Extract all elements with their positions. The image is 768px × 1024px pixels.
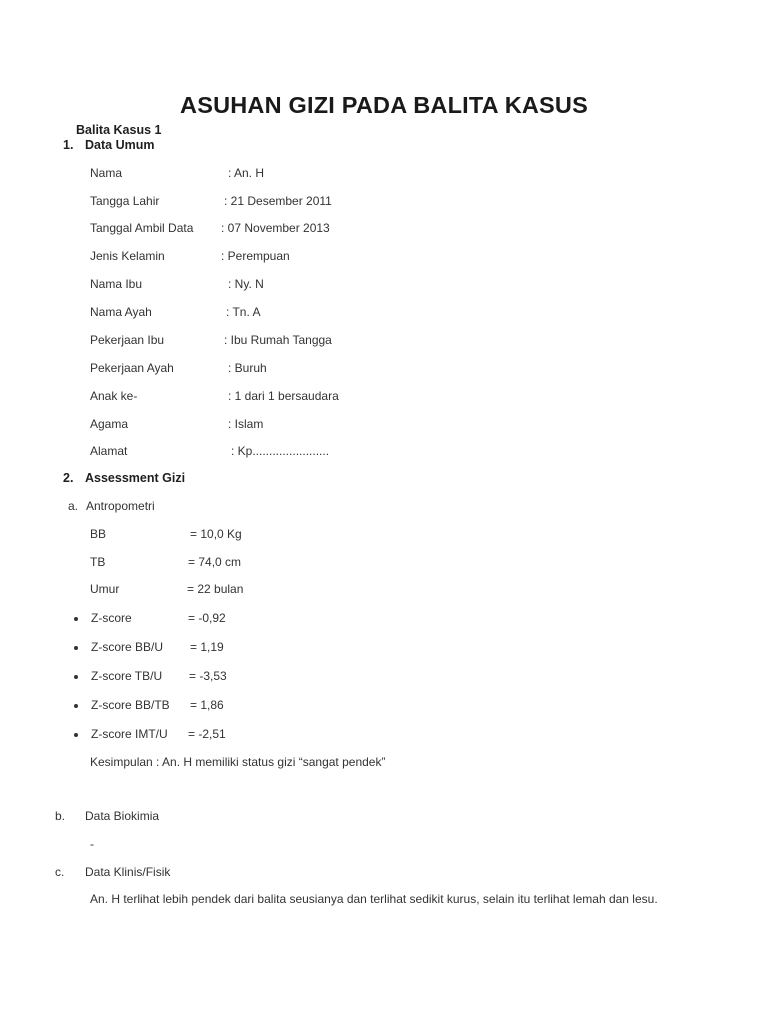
zscore-imtu-value: = -2,51 bbox=[188, 727, 226, 741]
subsection-a-title: Antropometri bbox=[86, 499, 155, 513]
field-label-agama: Agama bbox=[90, 417, 129, 431]
field-value-nama-ayah: : Tn. A bbox=[226, 305, 261, 319]
field-label-nama: Nama bbox=[90, 166, 123, 180]
subsection-b-title: Data Biokimia bbox=[85, 809, 160, 823]
field-value-nama-ibu: : Ny. N bbox=[228, 277, 264, 291]
antro-value-umur: = 22 bulan bbox=[187, 582, 244, 596]
subsection-c-letter: c. bbox=[55, 865, 65, 879]
kesimpulan-text: Kesimpulan : An. H memiliki status gizi “sangat pendek” bbox=[90, 755, 386, 769]
field-value-agama: : Islam bbox=[228, 417, 264, 431]
biokimia-value: - bbox=[90, 837, 94, 851]
page-title: ASUHAN GIZI PADA BALITA KASUS bbox=[180, 92, 588, 118]
field-value-pekerjaan-ayah: : Buruh bbox=[228, 361, 267, 375]
field-label-jenis-kelamin: Jenis Kelamin bbox=[90, 249, 165, 263]
field-value-pekerjaan-ibu: : Ibu Rumah Tangga bbox=[224, 333, 332, 347]
bullet-icon bbox=[74, 617, 78, 621]
zscore-value: = -0,92 bbox=[188, 611, 226, 625]
zscore-tbu-value: = -3,53 bbox=[189, 669, 227, 683]
zscore-imtu-label: Z-score IMT/U bbox=[91, 727, 168, 741]
field-label-nama-ayah: Nama Ayah bbox=[90, 305, 152, 319]
field-label-anak-ke: Anak ke- bbox=[90, 389, 138, 403]
zscore-bbu-label: Z-score BB/U bbox=[91, 640, 164, 654]
subsection-c-title: Data Klinis/Fisik bbox=[85, 865, 171, 879]
antro-label-tb: TB bbox=[90, 555, 106, 569]
zscore-bbu-value: = 1,19 bbox=[190, 640, 224, 654]
field-value-tanggal-ambil-data: : 07 November 2013 bbox=[221, 221, 330, 235]
antro-value-tb: = 74,0 cm bbox=[188, 555, 242, 569]
field-value-alamat: : Kp....................... bbox=[231, 444, 330, 458]
section-1-number: 1. bbox=[63, 138, 74, 152]
section-2-number: 2. bbox=[63, 471, 74, 485]
field-label-pekerjaan-ayah: Pekerjaan Ayah bbox=[90, 361, 174, 375]
antro-label-bb: BB bbox=[90, 527, 107, 541]
zscore-tbu-label: Z-score TB/U bbox=[91, 669, 163, 683]
section-2-title: Assessment Gizi bbox=[85, 471, 186, 485]
bullet-icon bbox=[74, 675, 78, 679]
field-label-alamat: Alamat bbox=[90, 444, 128, 458]
field-value-jenis-kelamin: : Perempuan bbox=[221, 249, 290, 263]
field-label-tanggal-ambil-data: Tanggal Ambil Data bbox=[90, 221, 194, 235]
klinis-paragraph: An. H terlihat lebih pendek dari balita seusianya dan terlihat sedikit kurus, selain itu terlihat lemah dan lesu. bbox=[90, 892, 658, 906]
bullet-icon bbox=[74, 646, 78, 650]
field-value-nama: : An. H bbox=[228, 166, 265, 180]
subsection-a-letter: a. bbox=[68, 499, 79, 513]
zscore-bbtb-value: = 1,86 bbox=[190, 698, 224, 712]
bullet-icon bbox=[74, 704, 78, 708]
field-label-pekerjaan-ibu: Pekerjaan Ibu bbox=[90, 333, 165, 347]
field-value-anak-ke: : 1 dari 1 bersaudara bbox=[228, 389, 339, 403]
section-1-title: Data Umum bbox=[85, 138, 155, 152]
field-label-tanggal-lahir: Tangga Lahir bbox=[90, 194, 160, 208]
antro-value-bb: = 10,0 Kg bbox=[190, 527, 242, 541]
field-value-tanggal-lahir: : 21 Desember 2011 bbox=[224, 194, 332, 208]
bullet-icon bbox=[74, 733, 78, 737]
antro-label-umur: Umur bbox=[90, 582, 120, 596]
zscore-label: Z-score bbox=[91, 611, 132, 625]
zscore-bbtb-label: Z-score BB/TB bbox=[91, 698, 170, 712]
case-label: Balita Kasus 1 bbox=[76, 123, 162, 137]
field-label-nama-ibu: Nama Ibu bbox=[90, 277, 143, 291]
subsection-b-letter: b. bbox=[55, 809, 66, 823]
